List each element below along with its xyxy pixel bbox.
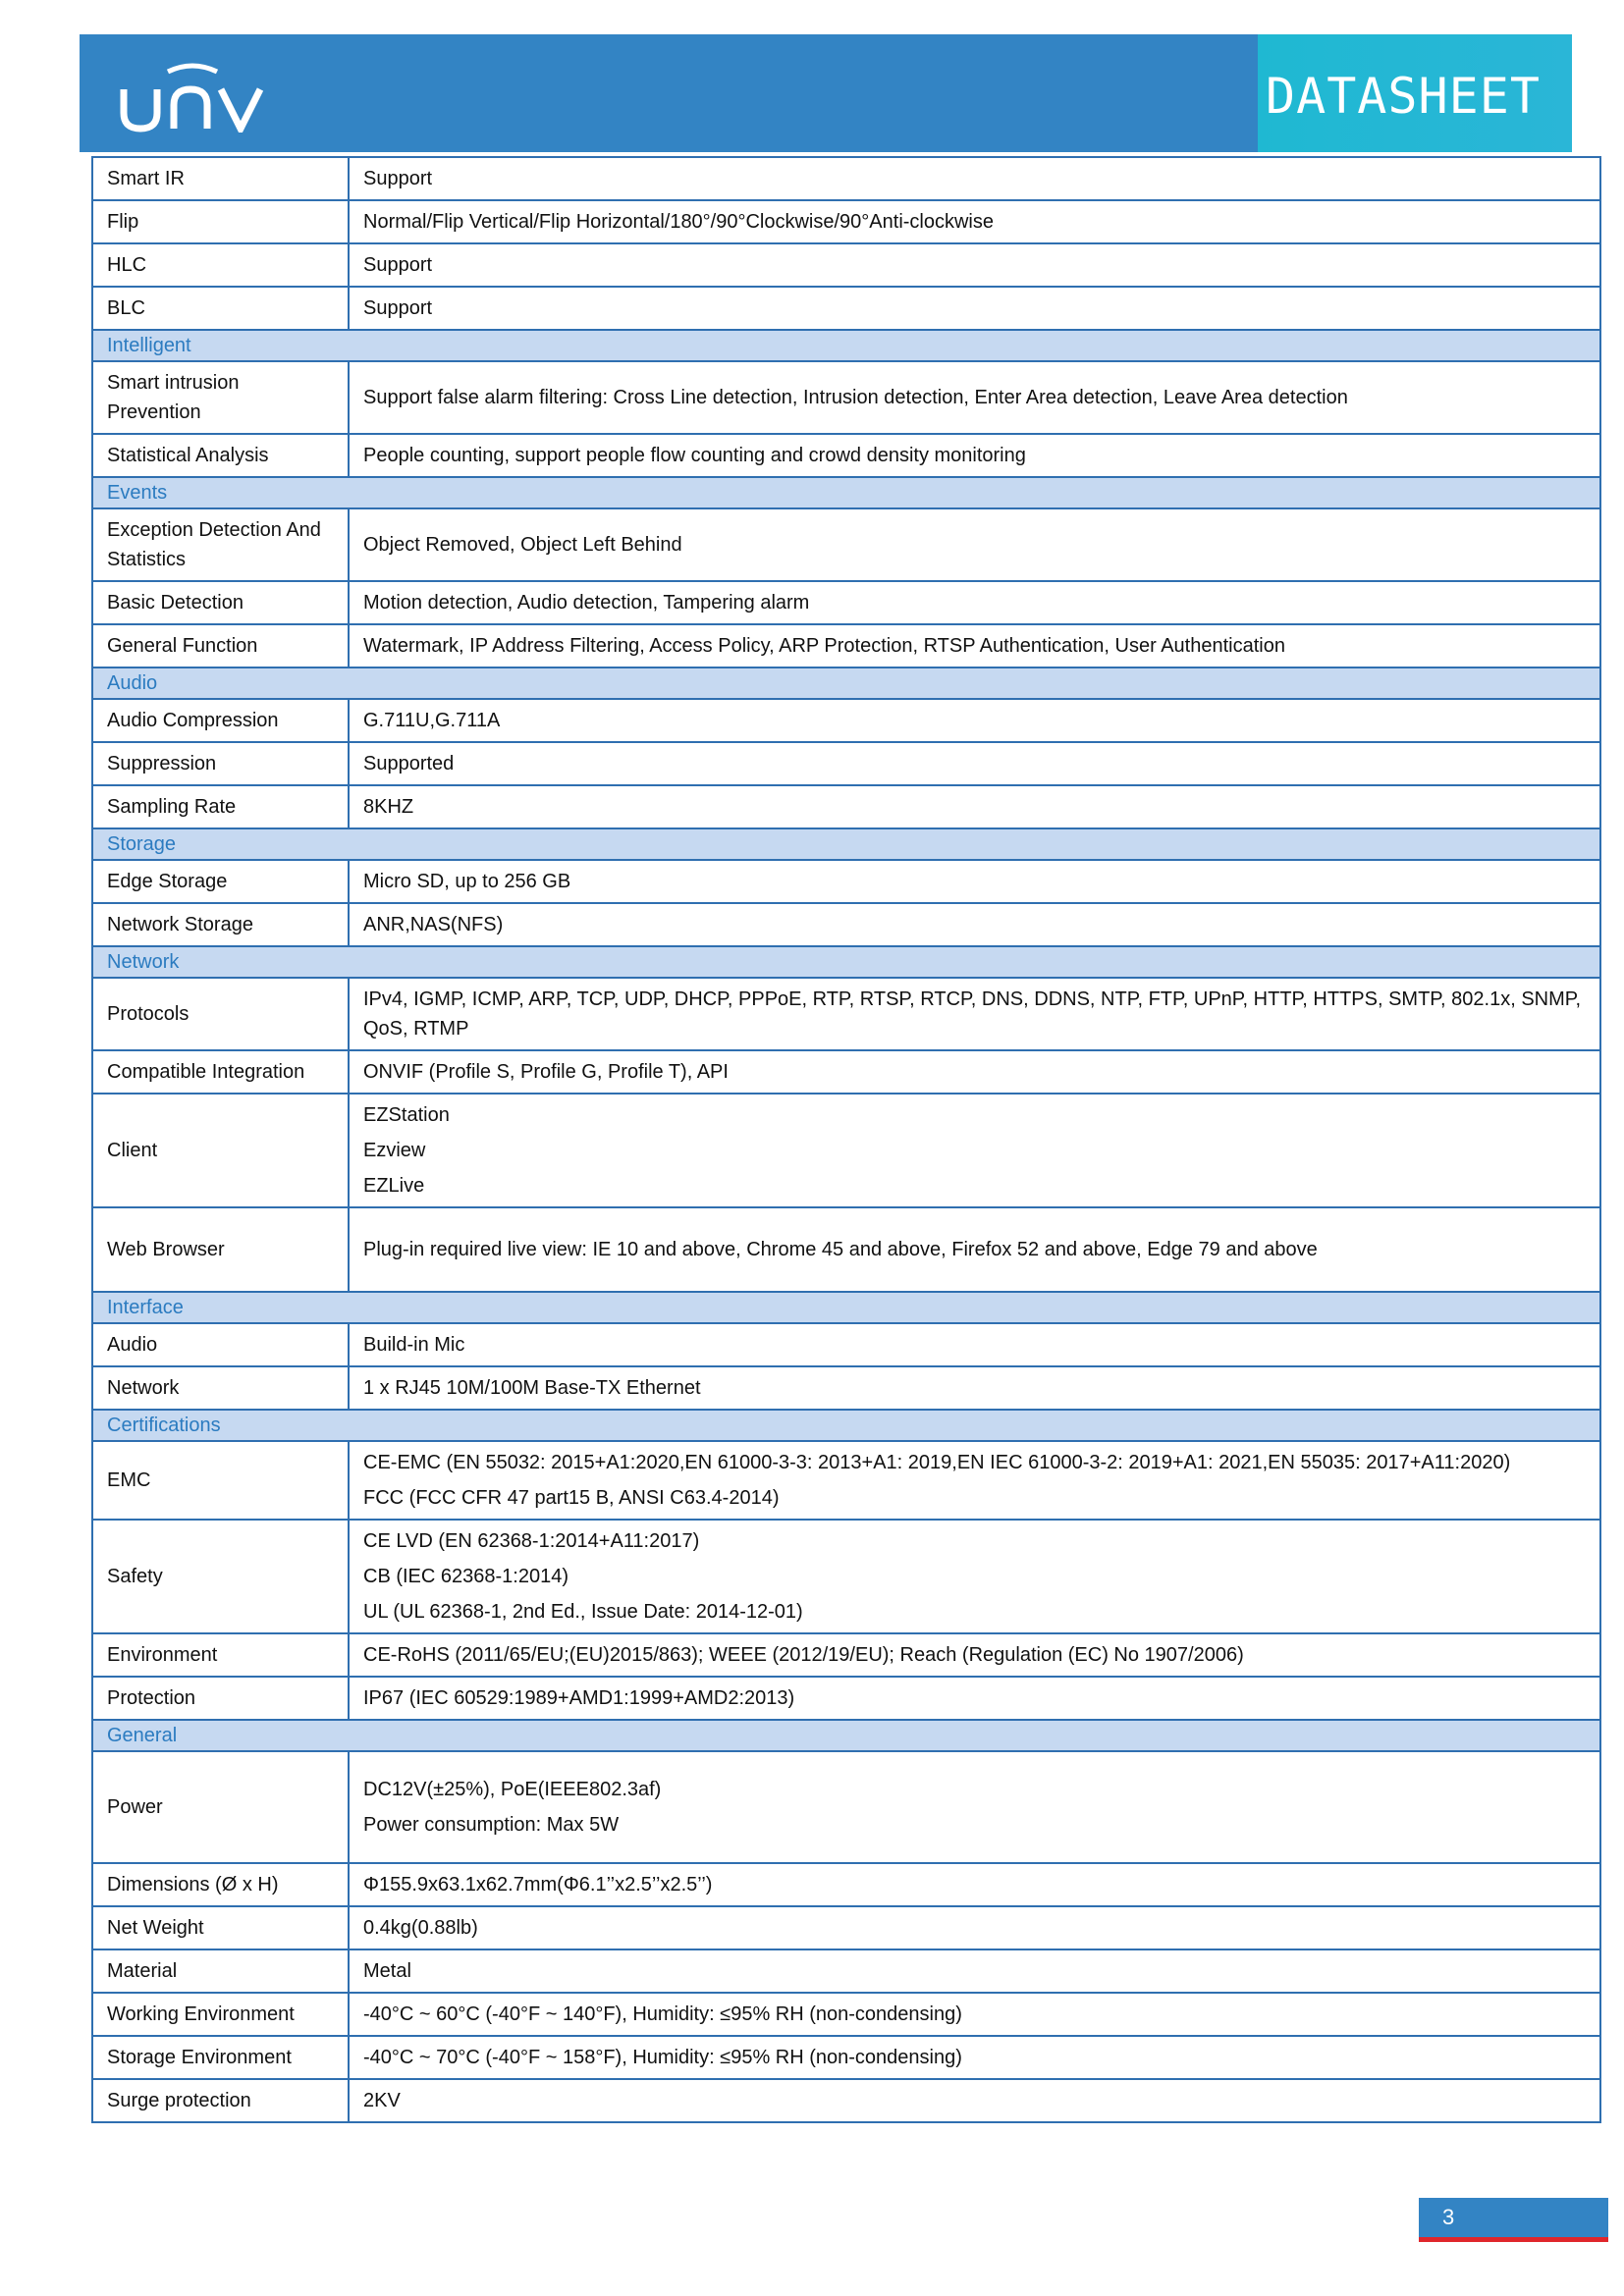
spec-label: Dimensions (Ø x H) bbox=[92, 1863, 349, 1906]
spec-value-line: G.711U,G.711A bbox=[363, 710, 501, 731]
spec-label: Client bbox=[92, 1094, 349, 1207]
spec-value bbox=[349, 1094, 1600, 1207]
spec-row bbox=[92, 1949, 1600, 1993]
spec-row bbox=[92, 1094, 1600, 1207]
section-title: Network bbox=[92, 946, 1600, 978]
spec-label: Statistical Analysis bbox=[92, 434, 349, 477]
spec-row bbox=[92, 1906, 1600, 1949]
spec-label: Network bbox=[92, 1366, 349, 1410]
section-row bbox=[92, 828, 1600, 860]
section-row bbox=[92, 667, 1600, 699]
spec-row bbox=[92, 157, 1600, 200]
spec-label: Audio Compression bbox=[92, 699, 349, 742]
spec-value-line: Micro SD, up to 256 GB bbox=[363, 871, 571, 892]
spec-row bbox=[92, 1520, 1600, 1633]
section-row bbox=[92, 330, 1600, 361]
spec-value-line: Ezview bbox=[363, 1140, 426, 1161]
spec-value-line: Power consumption: Max 5W bbox=[363, 1814, 620, 1836]
spec-label: Web Browser bbox=[92, 1207, 349, 1292]
spec-value bbox=[349, 903, 1600, 946]
spec-value bbox=[349, 1323, 1600, 1366]
spec-label: Smart intrusion Prevention bbox=[92, 361, 349, 434]
spec-value bbox=[349, 200, 1600, 243]
section-row bbox=[92, 946, 1600, 978]
spec-value-line: IP67 (IEC 60529:1989+AMD1:1999+AMD2:2013) bbox=[363, 1687, 795, 1709]
spec-value-line: EZLive bbox=[363, 1175, 425, 1197]
section-row bbox=[92, 1720, 1600, 1751]
spec-label: Suppression bbox=[92, 742, 349, 785]
spec-label: Flip bbox=[92, 200, 349, 243]
spec-value bbox=[349, 1207, 1600, 1292]
spec-value-line: IPv4, IGMP, ICMP, ARP, TCP, UDP, DHCP, PPPoE, RTP, RTSP, RTCP, DNS, DDNS, NTP, FTP, UPnP, HTTP, HTTPS, SMTP, 802.1x, SNMP, QoS, RTMP bbox=[363, 988, 1582, 1040]
section-row bbox=[92, 1410, 1600, 1441]
page-number: 3 bbox=[1419, 2198, 1608, 2237]
spec-label: Basic Detection bbox=[92, 581, 349, 624]
spec-value-line: Support bbox=[363, 254, 433, 276]
spec-value bbox=[349, 1906, 1600, 1949]
spec-value-line: ONVIF (Profile S, Profile G, Profile T), API bbox=[363, 1061, 729, 1083]
spec-label: Power bbox=[92, 1751, 349, 1863]
spec-value bbox=[349, 243, 1600, 287]
spec-label: Storage Environment bbox=[92, 2036, 349, 2079]
spec-value-line: CE-EMC (EN 55032: 2015+A1:2020,EN 61000-3-3: 2013+A1: 2019,EN IEC 61000-3-2: 2019+A1: 2021,EN 55035: 2017+A11:2020) bbox=[363, 1452, 1511, 1473]
spec-label: Smart IR bbox=[92, 157, 349, 200]
section-row bbox=[92, 477, 1600, 508]
spec-value-line: UL (UL 62368-1, 2nd Ed., Issue Date: 2014-12-01) bbox=[363, 1601, 803, 1623]
spec-row bbox=[92, 508, 1600, 581]
spec-value-line: -40°C ~ 70°C (-40°F ~ 158°F), Humidity: ≤95% RH (non-condensing) bbox=[363, 2047, 962, 2068]
spec-row bbox=[92, 1677, 1600, 1720]
spec-value bbox=[349, 1366, 1600, 1410]
section-title: Certifications bbox=[92, 1410, 1600, 1441]
spec-value-line: FCC (FCC CFR 47 part15 B, ANSI C63.4-2014) bbox=[363, 1487, 780, 1509]
spec-row bbox=[92, 434, 1600, 477]
spec-label: Compatible Integration bbox=[92, 1050, 349, 1094]
spec-row bbox=[92, 624, 1600, 667]
spec-value bbox=[349, 287, 1600, 330]
spec-value-line: 2KV bbox=[363, 2090, 401, 2111]
spec-label: Net Weight bbox=[92, 1906, 349, 1949]
spec-value bbox=[349, 1677, 1600, 1720]
spec-row bbox=[92, 2036, 1600, 2079]
spec-value bbox=[349, 1751, 1600, 1863]
spec-value-line: People counting, support people flow counting and crowd density monitoring bbox=[363, 445, 1026, 466]
spec-value bbox=[349, 1633, 1600, 1677]
spec-value bbox=[349, 860, 1600, 903]
spec-value bbox=[349, 157, 1600, 200]
spec-row bbox=[92, 200, 1600, 243]
spec-label: General Function bbox=[92, 624, 349, 667]
unv-logo bbox=[119, 62, 266, 133]
spec-value bbox=[349, 699, 1600, 742]
spec-value-line: CE LVD (EN 62368-1:2014+A11:2017) bbox=[363, 1530, 700, 1552]
spec-value bbox=[349, 1949, 1600, 1993]
spec-table bbox=[91, 156, 1601, 2123]
spec-label: Sampling Rate bbox=[92, 785, 349, 828]
spec-row bbox=[92, 581, 1600, 624]
spec-label: Surge protection bbox=[92, 2079, 349, 2122]
spec-value bbox=[349, 742, 1600, 785]
spec-value-line: Φ155.9x63.1x62.7mm(Φ6.1’’x2.5’’x2.5’’) bbox=[363, 1874, 713, 1896]
spec-value bbox=[349, 1863, 1600, 1906]
spec-value-line: 1 x RJ45 10M/100M Base-TX Ethernet bbox=[363, 1377, 701, 1399]
spec-label: HLC bbox=[92, 243, 349, 287]
spec-row bbox=[92, 1207, 1600, 1292]
spec-row bbox=[92, 1863, 1600, 1906]
section-title: Interface bbox=[92, 1292, 1600, 1323]
spec-row bbox=[92, 1323, 1600, 1366]
spec-value-line: 8KHZ bbox=[363, 796, 414, 818]
spec-value-line: Support bbox=[363, 297, 433, 319]
spec-row bbox=[92, 287, 1600, 330]
spec-value bbox=[349, 1520, 1600, 1633]
spec-value-line: Watermark, IP Address Filtering, Access Policy, ARP Protection, RTSP Authentication, User Authentication bbox=[363, 635, 1285, 657]
spec-row bbox=[92, 978, 1600, 1050]
spec-value-line: DC12V(±25%), PoE(IEEE802.3af) bbox=[363, 1779, 662, 1800]
spec-value-line: CE-RoHS (2011/65/EU;(EU)2015/863); WEEE (2012/19/EU); Reach (Regulation (EC) No 1907/2006) bbox=[363, 1644, 1244, 1666]
spec-value bbox=[349, 581, 1600, 624]
spec-value-line: ANR,NAS(NFS) bbox=[363, 914, 504, 935]
section-title: General bbox=[92, 1720, 1600, 1751]
spec-label: EMC bbox=[92, 1441, 349, 1520]
spec-value bbox=[349, 1441, 1600, 1520]
spec-label: Protection bbox=[92, 1677, 349, 1720]
spec-value bbox=[349, 978, 1600, 1050]
spec-value bbox=[349, 785, 1600, 828]
spec-value bbox=[349, 1993, 1600, 2036]
spec-value-line: Object Removed, Object Left Behind bbox=[363, 534, 682, 556]
spec-row bbox=[92, 1050, 1600, 1094]
spec-row bbox=[92, 785, 1600, 828]
spec-row bbox=[92, 1366, 1600, 1410]
spec-value-line: Support bbox=[363, 168, 433, 189]
spec-value-line: CB (IEC 62368-1:2014) bbox=[363, 1566, 569, 1587]
spec-row bbox=[92, 361, 1600, 434]
spec-value bbox=[349, 434, 1600, 477]
section-title: Audio bbox=[92, 667, 1600, 699]
spec-label: Environment bbox=[92, 1633, 349, 1677]
spec-label: BLC bbox=[92, 287, 349, 330]
spec-value-line: EZStation bbox=[363, 1104, 450, 1126]
spec-value-line: -40°C ~ 60°C (-40°F ~ 140°F), Humidity: ≤95% RH (non-condensing) bbox=[363, 2003, 962, 2025]
spec-row bbox=[92, 699, 1600, 742]
spec-label: Network Storage bbox=[92, 903, 349, 946]
spec-value bbox=[349, 2036, 1600, 2079]
spec-value bbox=[349, 508, 1600, 581]
spec-row bbox=[92, 903, 1600, 946]
spec-label: Exception Detection And Statistics bbox=[92, 508, 349, 581]
spec-value bbox=[349, 1050, 1600, 1094]
spec-label: Protocols bbox=[92, 978, 349, 1050]
spec-label: Safety bbox=[92, 1520, 349, 1633]
spec-label: Audio bbox=[92, 1323, 349, 1366]
spec-row bbox=[92, 2079, 1600, 2122]
spec-value-line: Normal/Flip Vertical/Flip Horizontal/180°/90°Clockwise/90°Anti-clockwise bbox=[363, 211, 995, 233]
spec-label: Edge Storage bbox=[92, 860, 349, 903]
spec-value-line: Motion detection, Audio detection, Tampering alarm bbox=[363, 592, 810, 614]
section-title: Events bbox=[92, 477, 1600, 508]
spec-value bbox=[349, 2079, 1600, 2122]
section-title: Storage bbox=[92, 828, 1600, 860]
spec-row bbox=[92, 860, 1600, 903]
spec-value-line: Metal bbox=[363, 1960, 411, 1982]
spec-row bbox=[92, 1993, 1600, 2036]
spec-row bbox=[92, 1633, 1600, 1677]
spec-value-line: Support false alarm filtering: Cross Line detection, Intrusion detection, Enter Area detection, Leave Area detection bbox=[363, 387, 1348, 408]
spec-value-line: 0.4kg(0.88lb) bbox=[363, 1917, 478, 1939]
spec-value-line: Supported bbox=[363, 753, 455, 774]
spec-value-line: Plug-in required live view: IE 10 and above, Chrome 45 and above, Firefox 52 and above, Edge 79 and above bbox=[363, 1239, 1318, 1260]
spec-value bbox=[349, 624, 1600, 667]
spec-row bbox=[92, 1751, 1600, 1863]
datasheet-band bbox=[1258, 34, 1572, 152]
section-row bbox=[92, 1292, 1600, 1323]
page-number-underline bbox=[1419, 2237, 1608, 2242]
spec-value-line: Build-in Mic bbox=[363, 1334, 465, 1356]
datasheet-label: DATASHEET bbox=[1266, 68, 1541, 125]
page-header bbox=[80, 34, 1572, 152]
spec-row bbox=[92, 1441, 1600, 1520]
spec-row bbox=[92, 742, 1600, 785]
spec-value bbox=[349, 361, 1600, 434]
spec-label: Working Environment bbox=[92, 1993, 349, 2036]
spec-row bbox=[92, 243, 1600, 287]
spec-label: Material bbox=[92, 1949, 349, 1993]
section-title: Intelligent bbox=[92, 330, 1600, 361]
